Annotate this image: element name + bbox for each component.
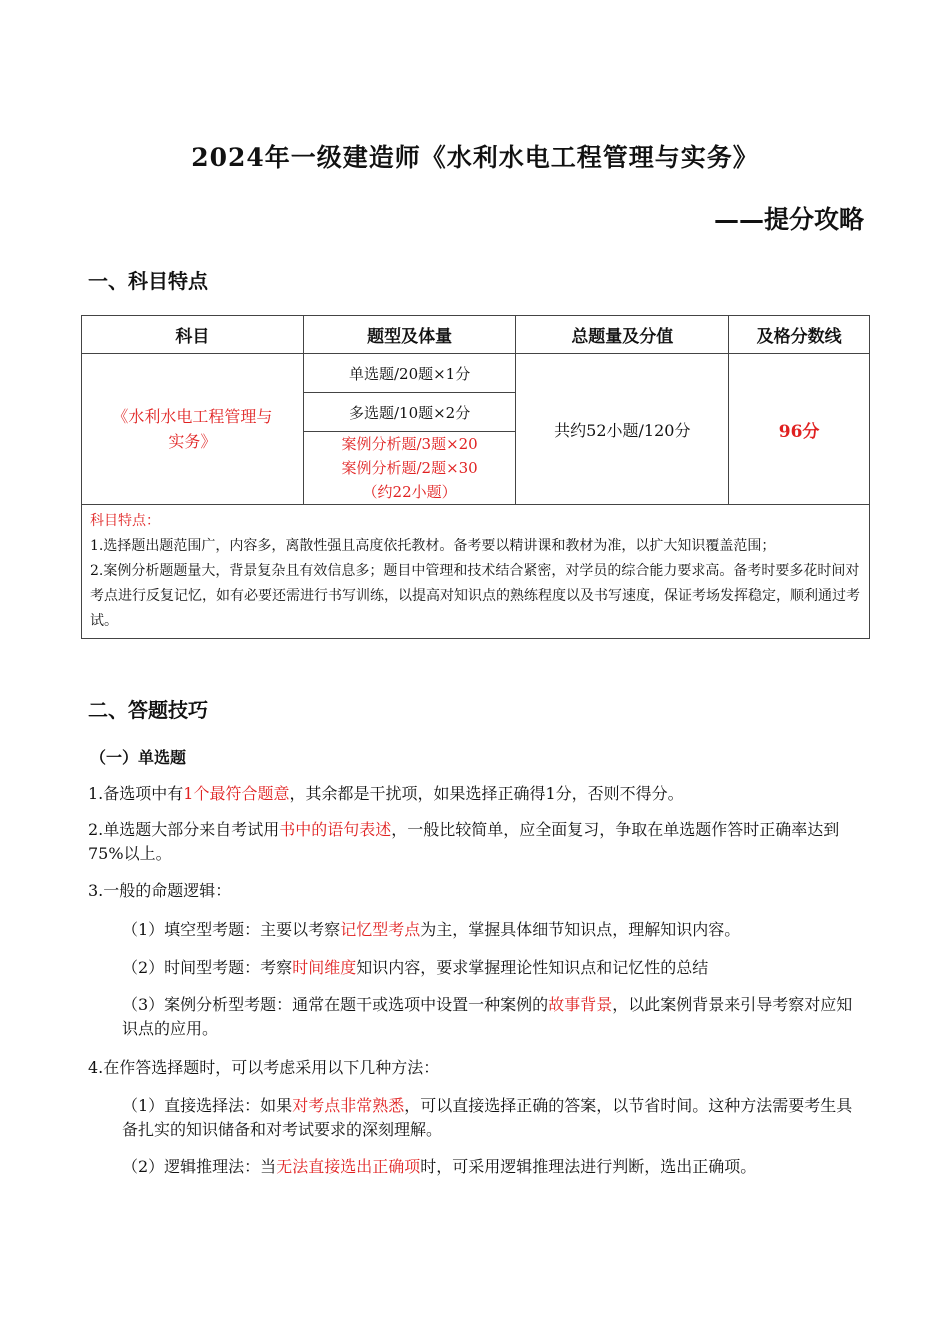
subsection-heading-single: （一）单选题 xyxy=(90,748,187,767)
paragraph-3-1: （1）填空型考题：主要以考察记忆型考点为主，掌握具体细节知识点，理解知识内容。 xyxy=(122,920,741,939)
type-case-cell xyxy=(303,432,516,505)
type-case-line2: 案例分析题/2题×30 xyxy=(341,459,478,477)
subject-cell: 《水利水电工程管理与实务》 xyxy=(82,354,304,505)
header-types: 题型及体量 xyxy=(303,316,516,354)
total-cell: 共约52小题/120分 xyxy=(516,354,729,505)
document-subtitle: ——提分攻略 xyxy=(713,205,864,234)
table-header-row xyxy=(82,316,870,354)
type-multi: 多选题/10题×2分 xyxy=(303,393,516,432)
notes-item-2: 2.案例分析题题量大，背景复杂且有效信息多；题目中管理和技术结合紧密，对学员的综合能力要求高。备考时要多花时间对考点进行反复记忆，如有必要还需进行书写训练，以提高对知识点的熟练程度以及书写速度，保证考场发挥稳定，顺利通过考试。 xyxy=(90,563,860,629)
header-subject: 科目 xyxy=(82,316,304,354)
paragraph-3-2: （2）时间型考题：考察时间维度知识内容，要求掌握理论性知识点和记忆性的总结 xyxy=(122,958,709,977)
notes-item-1: 1.选择题出题范围广，内容多，离散性强且高度依托教材。备考要以精讲课和教材为准，以扩大知识覆盖范围； xyxy=(90,538,776,554)
type-case-line3: （约22小题） xyxy=(362,483,457,501)
header-total: 总题量及分值 xyxy=(516,316,729,354)
pass-score-cell: 96分 xyxy=(729,354,870,505)
section-heading-features: 一、科目特点 xyxy=(88,269,208,293)
header-pass: 及格分数线 xyxy=(729,316,870,354)
type-single: 单选题/20题×1分 xyxy=(303,354,516,393)
paragraph-1: 1.备选项中有1个最符合题意，其余都是干扰项，如果选择正确得1分，否则不得分。 xyxy=(88,784,684,803)
notes-cell xyxy=(82,505,870,639)
paragraph-4: 4.在作答选择题时，可以考虑采用以下几种方法： xyxy=(88,1058,440,1077)
paragraph-2: 2.单选题大部分来自考试用书中的语句表述，一般比较简单，应全面复习，争取在单选题作答时正确率达到75%以上。 xyxy=(88,820,840,863)
paragraph-3: 3.一般的命题逻辑： xyxy=(88,881,232,900)
paragraph-3-3: （3）案例分析型考题：通常在题干或选项中设置一种案例的故事背景，以此案例背景来引导考察对应知识点的应用。 xyxy=(122,995,853,1038)
subject-table xyxy=(81,315,870,639)
paragraph-4-1: （1）直接选择法：如果对考点非常熟悉，可以直接选择正确的答案，以节省时间。这种方法需要考生具备扎实的知识储备和对考试要求的深刻理解。 xyxy=(122,1096,853,1139)
table-row xyxy=(82,354,870,393)
table-notes-row xyxy=(82,505,870,639)
type-case-line1: 案例分析题/3题×20 xyxy=(341,435,478,453)
document-title: 2024年一级建造师《水利水电工程管理与实务》 xyxy=(191,143,759,172)
notes-label: 科目特点： xyxy=(90,513,160,529)
paragraph-4-2: （2）逻辑推理法：当无法直接选出正确项时，可采用逻辑推理法进行判断，选出正确项。 xyxy=(122,1157,757,1176)
section-heading-techniques: 二、答题技巧 xyxy=(88,698,208,722)
